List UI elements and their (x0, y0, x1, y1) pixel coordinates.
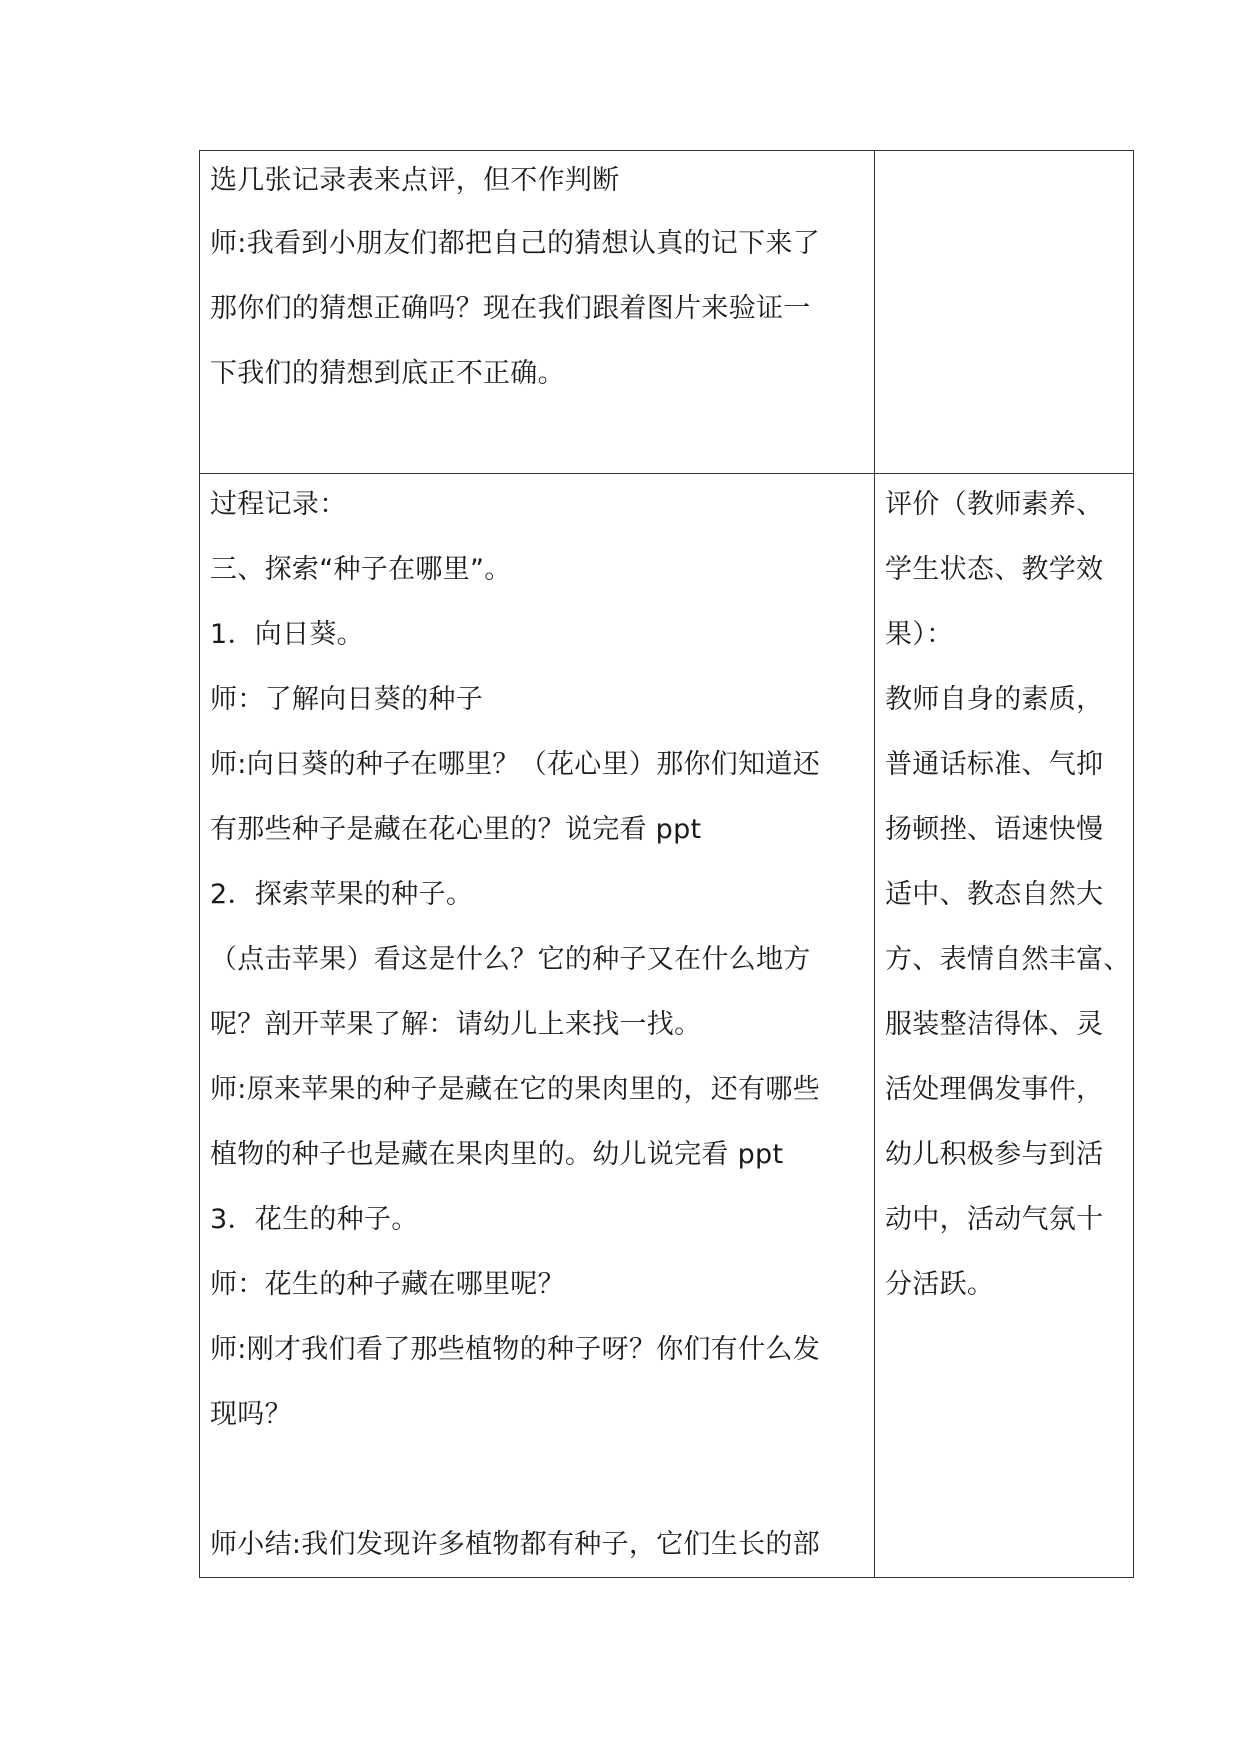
text-line: 方、表情自然丰富、 (885, 944, 1131, 975)
text-line: 师小结:我们发现许多植物都有种子，它们生长的部 (210, 1529, 820, 1560)
process-record-text (210, 472, 864, 1577)
text-line: 普通话标准、气抑 (885, 749, 1104, 780)
text-line: 活处理偶发事件， (885, 1074, 1104, 1105)
text-line: 师:原来苹果的种子是藏在它的果肉里的，还有哪些 (210, 1074, 820, 1105)
row1-main-cell (200, 151, 875, 474)
text-line: 2．探索苹果的种子。 (210, 879, 474, 910)
text-line: 动中，活动气氛十 (885, 1204, 1104, 1235)
text-line: 分活跃。 (885, 1269, 995, 1300)
evaluation-text (885, 472, 1131, 1317)
text-line: 评价（教师素养、 (885, 489, 1104, 520)
text-line: 扬顿挫、语速快慢 (885, 814, 1104, 845)
text-line: 学生状态、教学效 (885, 554, 1104, 585)
process-record-cell (200, 474, 875, 1578)
table-row (200, 151, 1134, 474)
text-line: 那你们的猜想正确吗？现在我们跟着图片来验证一 (210, 293, 811, 324)
text-line: （点击苹果）看这是什么？它的种子又在什么地方 (210, 944, 811, 975)
table-row (200, 474, 1134, 1578)
text-line: 有那些种子是藏在花心里的？说完看 ppt (210, 814, 702, 845)
text-line: 3．花生的种子。 (210, 1204, 419, 1235)
blank-line (210, 1447, 864, 1512)
row1-side-cell (875, 151, 1134, 474)
text-line: 现吗？ (210, 1399, 292, 1430)
text-line: 师:刚才我们看了那些植物的种子呀？你们有什么发 (210, 1334, 820, 1365)
text-line: 呢？剖开苹果了解：请幼儿上来找一找。 (210, 1009, 702, 1040)
text-line: 师：了解向日葵的种子 (210, 684, 483, 715)
text-line: 过程记录： (210, 489, 347, 520)
text-line: 植物的种子也是藏在果肉里的。幼儿说完看 ppt (210, 1139, 784, 1170)
text-line: 选几张记录表来点评，但不作判断 (210, 165, 620, 196)
text-line: 适中、教态自然大 (885, 879, 1104, 910)
text-line: 1．向日葵。 (210, 619, 364, 650)
text-line: 下我们的猜想到底正不正确。 (210, 358, 565, 389)
text-line: 三、探索“种子在哪里”。 (210, 554, 512, 585)
lesson-record-table (199, 150, 1134, 1578)
text-line: 教师自身的素质， (885, 684, 1104, 715)
text-line: 师:向日葵的种子在哪里？（花心里）那你们知道还 (210, 749, 820, 780)
text-line: 师：花生的种子藏在哪里呢？ (210, 1269, 565, 1300)
text-line: 幼儿积极参与到活 (885, 1139, 1104, 1170)
text-line: 果）： (885, 619, 954, 650)
evaluation-cell (875, 474, 1134, 1578)
row1-main-text (210, 151, 864, 406)
text-line: 师:我看到小朋友们都把自己的猜想认真的记下来了 (210, 228, 820, 259)
text-line: 服装整洁得体、灵 (885, 1009, 1104, 1040)
